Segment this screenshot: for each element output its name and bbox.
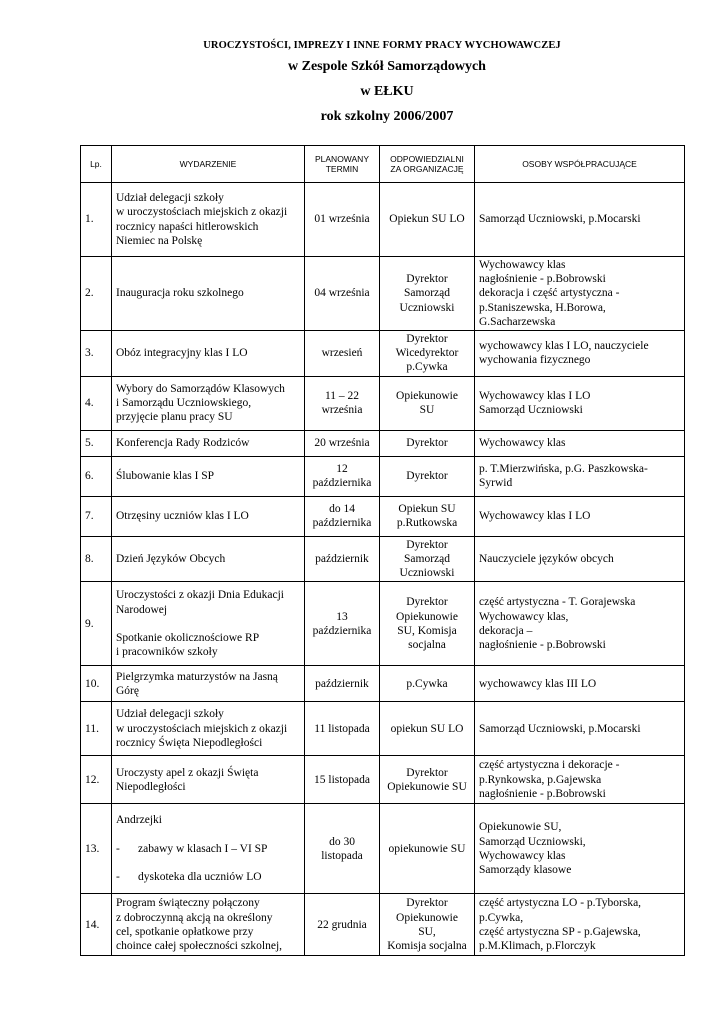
table-row [81,430,685,456]
cell-event: Program świąteczny połączony z dobroczynną akcją na określony cel, spotkanie opłatkowe przy choince całej społeczności szkolnej, [112,894,305,956]
cell-lp: 13. [81,804,112,894]
school-name: w Zespole Szkół Samorządowych [288,59,486,74]
cell-lp: 2. [81,257,112,331]
cell-event: Obóz integracyjny klas I LO [112,331,305,377]
cell-lp: 8. [81,536,112,582]
cell-cooperators: część artystyczna LO - p.Tyborska, p.Cywka, część artystyczna SP - p.Gajewska, p.M.Klimach, p.Florczyk [475,894,685,956]
col-header-resp: ODPOWIEDZIALNI ZA ORGANIZACJĘ [380,146,475,183]
cell-event: Pielgrzymka maturzystów na Jasną Górę [112,666,305,702]
cell-term: 22 grudnia [305,894,380,956]
cell-term: do 14 października [305,496,380,536]
cell-responsible: p.Cywka [380,666,475,702]
cell-event: Andrzejki - zabawy w klasach I – VI SP - dyskoteka dla uczniów LO [112,804,305,894]
events-table [80,145,685,956]
cell-term: październik [305,536,380,582]
cell-responsible: opiekunowie SU [380,804,475,894]
cell-term: 11 – 22 września [305,376,380,430]
cell-cooperators: p. T.Mierzwińska, p.G. Paszkowska- Syrwid [475,456,685,496]
cell-responsible: Dyrektor Opiekunowie SU [380,756,475,804]
cell-lp: 14. [81,894,112,956]
table-row [81,183,685,257]
cell-lp: 5. [81,430,112,456]
table-header-row [81,146,685,183]
cell-term: 11 listopada [305,702,380,756]
cell-lp: 9. [81,582,112,666]
cell-responsible: Dyrektor Opiekunowie SU, Komisja socjalna [380,582,475,666]
col-header-coop: OSOBY WSPÓŁPRACUJĄCE [475,146,685,183]
cell-term: październik [305,666,380,702]
cell-term: 15 listopada [305,756,380,804]
col-header-lp: Lp. [81,146,112,183]
cell-cooperators: Wychowawcy klas nagłośnienie - p.Bobrowski dekoracja i część artystyczna - p.Staniszewska, H.Borowa, G.Sacharzewska [475,257,685,331]
table-row [81,536,685,582]
table-row [81,894,685,956]
document-header [0,40,724,125]
document-title: UROCZYSTOŚCI, IMPREZY I INNE FORMY PRACY WYCHOWAWCZEJ [203,40,561,51]
cell-event: Inauguracja roku szkolnego [112,257,305,331]
cell-lp: 6. [81,456,112,496]
table-row [81,804,685,894]
table-row [81,702,685,756]
cell-lp: 4. [81,376,112,430]
cell-responsible: Opiekun SU p.Rutkowska [380,496,475,536]
cell-event: Uroczystości z okazji Dnia Edukacji Narodowej Spotkanie okolicznościowe RP i pracowników szkoły [112,582,305,666]
cell-term: 12 października [305,456,380,496]
school-year: rok szkolny 2006/2007 [320,109,454,124]
cell-event: Konferencja Rady Rodziców [112,430,305,456]
cell-responsible: Dyrektor [380,456,475,496]
cell-event: Wybory do Samorządów Klasowych i Samorządu Uczniowskiego, przyjęcie planu pracy SU [112,376,305,430]
table-row [81,582,685,666]
table-body [81,183,685,956]
cell-event: Udział delegacji szkoły w uroczystościach miejskich z okazji rocznicy napaści hitlerowskich Niemiec na Polskę [112,183,305,257]
cell-cooperators: Nauczyciele języków obcych [475,536,685,582]
cell-responsible: Dyrektor Samorząd Uczniowski [380,257,475,331]
cell-event: Dzień Języków Obcych [112,536,305,582]
cell-cooperators: Opiekunowie SU, Samorząd Uczniowski, Wychowawcy klas Samorządy klasowe [475,804,685,894]
cell-event: Otrzęsiny uczniów klas I LO [112,496,305,536]
col-header-event: WYDARZENIE [112,146,305,183]
cell-responsible: Dyrektor Wicedyrektor p.Cywka [380,331,475,377]
cell-cooperators: wychowawcy klas III LO [475,666,685,702]
cell-lp: 3. [81,331,112,377]
cell-term: 13 października [305,582,380,666]
cell-responsible: Opiekun SU LO [380,183,475,257]
cell-cooperators: Samorząd Uczniowski, p.Mocarski [475,702,685,756]
table-row [81,496,685,536]
cell-cooperators: Wychowawcy klas I LO [475,496,685,536]
cell-term: wrzesień [305,331,380,377]
cell-cooperators: Wychowawcy klas [475,430,685,456]
cell-cooperators: część artystyczna - T. Gorajewska Wychowawcy klas, dekoracja – nagłośnienie - p.Bobrowski [475,582,685,666]
cell-lp: 10. [81,666,112,702]
cell-lp: 11. [81,702,112,756]
cell-responsible: Dyrektor Samorząd Uczniowski [380,536,475,582]
cell-cooperators: Samorząd Uczniowski, p.Mocarski [475,183,685,257]
cell-event: Ślubowanie klas I SP [112,456,305,496]
cell-responsible: Dyrektor Opiekunowie SU, Komisja socjalna [380,894,475,956]
cell-event: Udział delegacji szkoły w uroczystościach miejskich z okazji rocznicy Święta Niepodległości [112,702,305,756]
table-row [81,376,685,430]
cell-responsible: Dyrektor [380,430,475,456]
cell-lp: 7. [81,496,112,536]
table-row [81,456,685,496]
cell-term: 01 września [305,183,380,257]
cell-term: 20 września [305,430,380,456]
cell-term: do 30 listopada [305,804,380,894]
cell-cooperators: Wychowawcy klas I LO Samorząd Uczniowski [475,376,685,430]
cell-term: 04 września [305,257,380,331]
col-header-term: PLANOWANY TERMIN [305,146,380,183]
school-city: w EŁKU [360,84,414,99]
cell-cooperators: część artystyczna i dekoracje - p.Rynkowska, p.Gajewska nagłośnienie - p.Bobrowski [475,756,685,804]
table-row [81,331,685,377]
cell-responsible: Opiekunowie SU [380,376,475,430]
cell-lp: 1. [81,183,112,257]
table-row [81,257,685,331]
cell-responsible: opiekun SU LO [380,702,475,756]
cell-cooperators: wychowawcy klas I LO, nauczyciele wychowania fizycznego [475,331,685,377]
table-row [81,756,685,804]
table-row [81,666,685,702]
cell-event: Uroczysty apel z okazji Święta Niepodległości [112,756,305,804]
cell-lp: 12. [81,756,112,804]
